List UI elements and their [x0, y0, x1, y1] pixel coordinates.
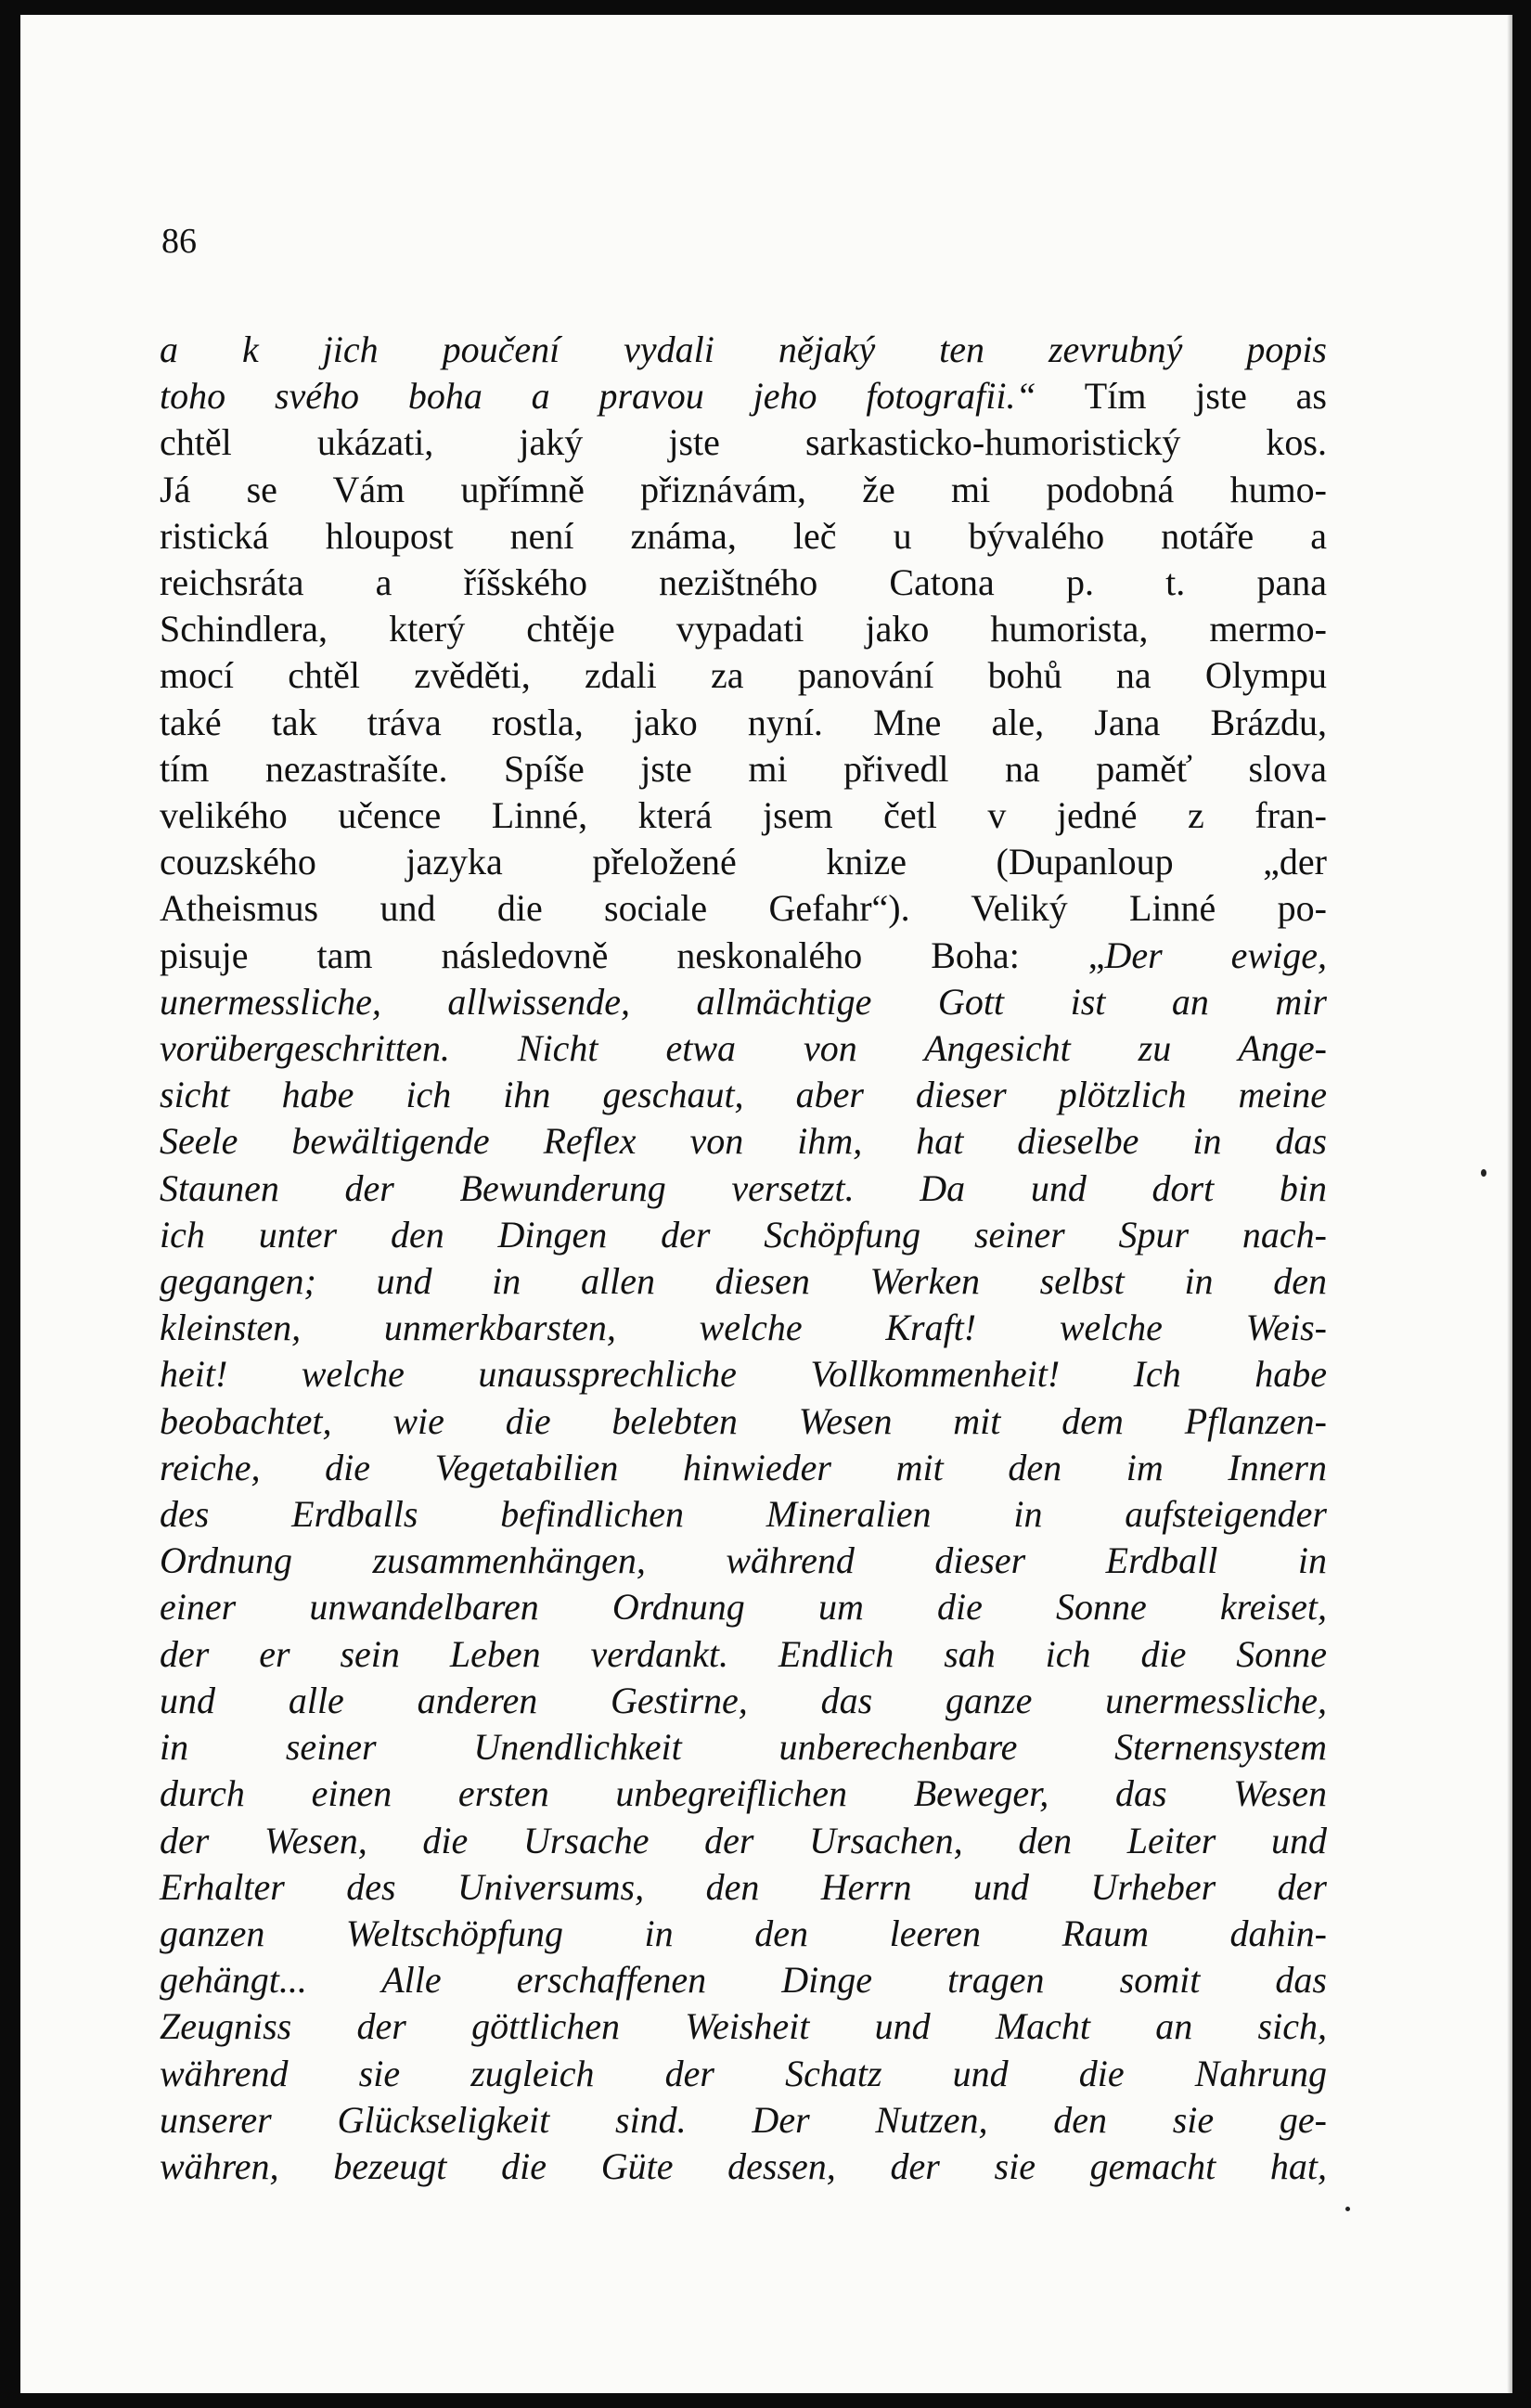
text-line	[160, 1351, 1327, 1397]
book-page	[20, 15, 1512, 2393]
text-line	[160, 327, 1327, 373]
italic-text-segment: ich unter den Dingen der Schöpfung seiner Spur nach-	[160, 1213, 1327, 1256]
italic-text-segment: a k jich poučení vydali nějaký ten zevrubný popis	[160, 328, 1327, 370]
italic-text-segment: toho svého boha a pravou jeho fotografii.“	[160, 375, 1036, 418]
text-line	[160, 467, 1327, 513]
text-line	[160, 1445, 1327, 1491]
body-text	[160, 327, 1327, 2190]
text-line	[160, 2051, 1327, 2097]
text-line	[160, 373, 1327, 419]
text-segment: chtěl ukázati, jaký jste sarkasticko-humoristický kos.	[160, 421, 1327, 464]
text-line	[160, 652, 1327, 699]
text-segment: ristická hloupost není známa, leč u bývalého notáře a	[160, 514, 1327, 557]
text-segment: couzského jazyka přeložené knize (Dupanloup „der	[160, 841, 1327, 883]
italic-text-segment: durch einen ersten unbegreiflichen Beweger, das Wesen	[160, 1772, 1327, 1815]
italic-text-segment: Ordnung zusammenhängen, während dieser Erdball in	[160, 1539, 1327, 1582]
text-line	[160, 1818, 1327, 1864]
text-line	[160, 1305, 1327, 1351]
scan-speck	[1481, 1169, 1486, 1177]
text-line	[160, 933, 1327, 979]
text-line	[160, 606, 1327, 652]
text-line	[160, 1678, 1327, 1724]
text-segment: Schindlera, který chtěje vypadati jako humorista, mermo-	[160, 608, 1327, 650]
text-line	[160, 1724, 1327, 1771]
italic-text-segment: Erhalter des Universums, den Herrn und Urheber der	[160, 1865, 1327, 1908]
italic-text-segment: der er sein Leben verdankt. Endlich sah ich die Sonne	[160, 1632, 1327, 1675]
text-line	[160, 560, 1327, 606]
italic-text-segment: Staunen der Bewunderung versetzt. Da und dort bin	[160, 1166, 1327, 1209]
text-segment: Já se Vám upřímně přiznávám, že mi podobná humo-	[160, 468, 1327, 510]
text-line	[160, 1118, 1327, 1165]
italic-text-segment: währen, bezeugt die Güte dessen, der sie gemacht hat,	[160, 2144, 1327, 2187]
text-segment: tím nezastrašíte. Spíše jste mi přivedl na paměť slova	[160, 747, 1327, 790]
italic-text-segment: Der ewige,	[1104, 934, 1327, 976]
text-line	[160, 1957, 1327, 2003]
text-segment: pisuje tam následovně neskonalého Boha: „	[160, 934, 1105, 976]
text-segment: Atheismus und die sociale Gefahr“). Veliký Linné po-	[160, 887, 1327, 930]
text-line	[160, 1864, 1327, 1911]
text-line	[160, 979, 1327, 1025]
text-line	[160, 1258, 1327, 1305]
text-line	[160, 1911, 1327, 1957]
text-segment: Tím jste as	[1036, 375, 1327, 418]
italic-text-segment: des Erdballs befindlichen Mineralien in aufsteigender	[160, 1493, 1327, 1536]
text-segment: také tak tráva rostla, jako nyní. Mne ale, Jana Brázdu,	[160, 701, 1327, 743]
italic-text-segment: gegangen; und in allen diesen Werken selbst in den	[160, 1260, 1327, 1303]
text-line	[160, 1631, 1327, 1678]
italic-text-segment: kleinsten, unmerkbarsten, welche Kraft! welche Weis-	[160, 1307, 1327, 1349]
scan-speck	[1345, 2207, 1350, 2211]
text-line	[160, 1212, 1327, 1258]
text-line	[160, 746, 1327, 792]
text-line	[160, 2144, 1327, 2190]
text-line	[160, 1398, 1327, 1445]
text-segment: mocí chtěl zvěděti, zdali za panování bohů na Olympu	[160, 654, 1327, 697]
italic-text-segment: sicht habe ich ihn geschaut, aber dieser plötzlich meine	[160, 1074, 1327, 1116]
italic-text-segment: Zeugniss der göttlichen Weisheit und Macht an sich,	[160, 2005, 1327, 2048]
text-line	[160, 1538, 1327, 1584]
italic-text-segment: beobachtet, wie die belebten Wesen mit dem Pflanzen-	[160, 1399, 1327, 1442]
text-line	[160, 513, 1327, 560]
text-line	[160, 2097, 1327, 2144]
text-line	[160, 1491, 1327, 1538]
page-number: 86	[161, 222, 197, 261]
italic-text-segment: unserer Glückseligkeit sind. Der Nutzen, den sie ge-	[160, 2098, 1327, 2141]
text-line	[160, 419, 1327, 466]
text-segment: reichsráta a říšského nezištného Catona p. t. pana	[160, 561, 1327, 604]
italic-text-segment: während sie zugleich der Schatz und die Nahrung	[160, 2052, 1327, 2094]
text-line	[160, 1771, 1327, 1817]
italic-text-segment: vorübergeschritten. Nicht etwa von Angesicht zu Ange-	[160, 1027, 1327, 1070]
italic-text-segment: heit! welche unaussprechliche Vollkommenheit! Ich habe	[160, 1353, 1327, 1396]
text-line	[160, 1584, 1327, 1630]
text-line	[160, 839, 1327, 885]
text-line	[160, 792, 1327, 839]
text-line	[160, 1165, 1327, 1212]
italic-text-segment: unermessliche, allwissende, allmächtige Gott ist an mir	[160, 980, 1327, 1023]
page-edge-shadow	[1507, 15, 1512, 2393]
italic-text-segment: einer unwandelbaren Ordnung um die Sonne kreiset,	[160, 1586, 1327, 1629]
text-line	[160, 885, 1327, 932]
italic-text-segment: reiche, die Vegetabilien hinwieder mit den im Innern	[160, 1446, 1327, 1488]
text-line	[160, 1072, 1327, 1118]
italic-text-segment: und alle anderen Gestirne, das ganze unermessliche,	[160, 1679, 1327, 1721]
italic-text-segment: der Wesen, die Ursache der Ursachen, den Leiter und	[160, 1819, 1327, 1861]
text-line	[160, 1025, 1327, 1072]
italic-text-segment: gehängt... Alle erschaffenen Dinge tragen somit das	[160, 1959, 1327, 2002]
italic-text-segment: ganzen Weltschöpfung in den leeren Raum dahin-	[160, 1912, 1327, 1954]
italic-text-segment: in seiner Unendlichkeit unberechenbare Sternensystem	[160, 1726, 1327, 1769]
text-segment: velikého učence Linné, která jsem četl v jedné z fran-	[160, 794, 1327, 837]
italic-text-segment: Seele bewältigende Reflex von ihm, hat dieselbe in das	[160, 1120, 1327, 1163]
text-line	[160, 2003, 1327, 2050]
text-line	[160, 700, 1327, 746]
